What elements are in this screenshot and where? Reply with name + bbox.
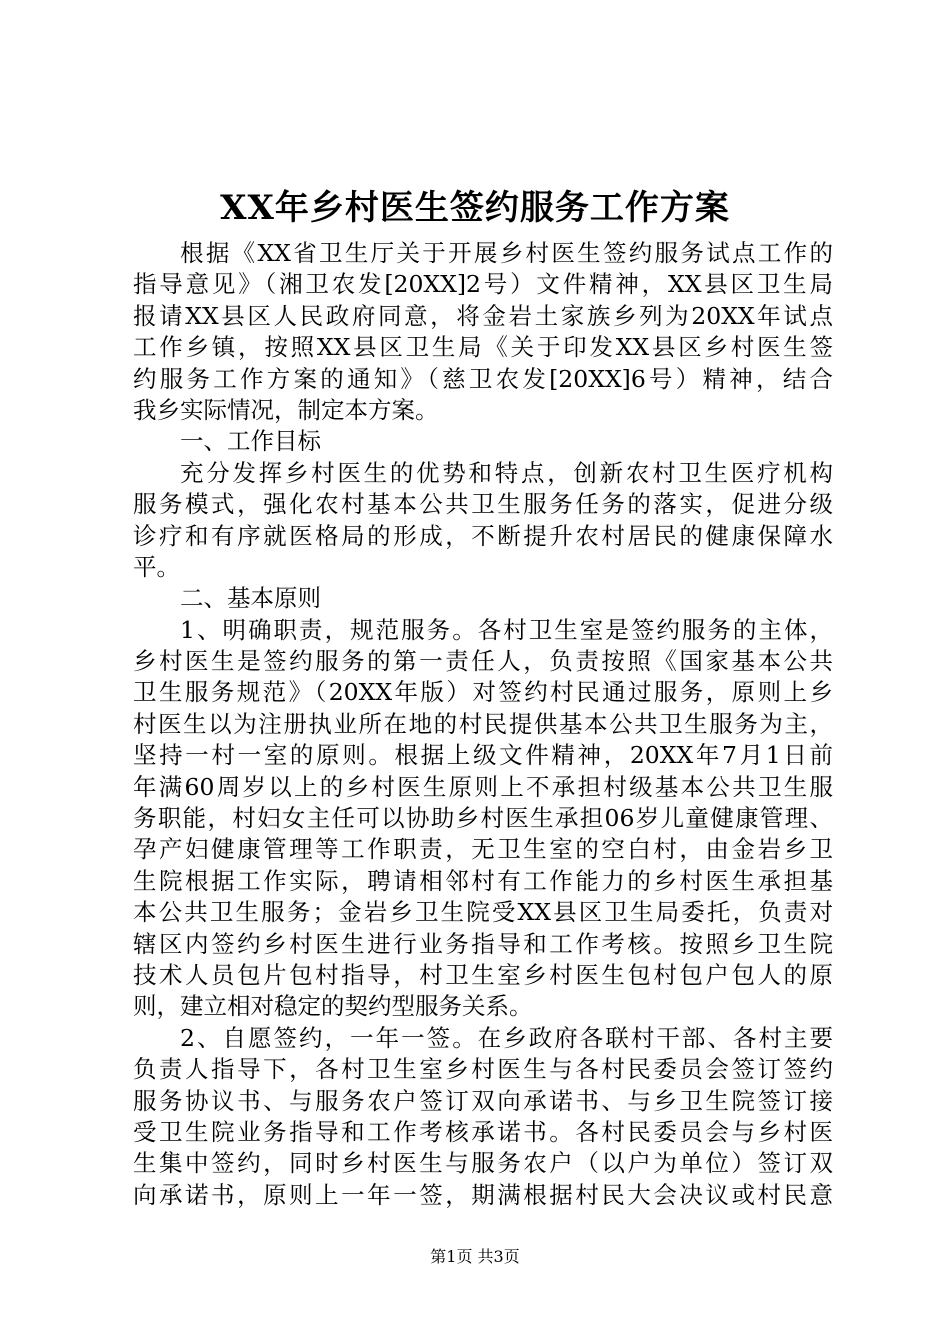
page-number-footer: 第1页 共3页 (430, 1247, 520, 1266)
body-line: 负责人指导下，各村卫生室乡村医生与各村民委员会签订签约 (133, 1055, 833, 1084)
body-line: 则，建立相对稳定的契约型服务关系。 (133, 992, 533, 1021)
body-line: 技术人员包片包村指导，村卫生室乡村医生包村包户包人的原 (133, 960, 833, 989)
body-line: 指导意见》（湘卫农发[20XX]2号）文件精神，XX县区卫生局 (133, 270, 833, 299)
body-line: 年满60周岁以上的乡村医生原则上不承担村级基本公共卫生服 (133, 772, 833, 801)
section-heading: 一、工作目标 (180, 427, 321, 456)
body-line: 平。 (133, 552, 180, 581)
body-line: 乡村医生是签约服务的第一责任人，负责按照《国家基本公共 (133, 647, 833, 676)
body-line: 服务模式，强化农村基本公共卫生服务任务的落实，促进分级 (133, 490, 833, 519)
body-line: 向承诺书，原则上一年一签，期满根据村民大会决议或村民意 (133, 1180, 833, 1209)
body-line: 本公共卫生服务；金岩乡卫生院受XX县区卫生局委托，负责对 (133, 898, 833, 927)
body-line: 充分发挥乡村医生的优势和特点，创新农村卫生医疗机构 (180, 458, 833, 487)
body-line: 村医生以为注册执业所在地的村民提供基本公共卫生服务为主， (133, 709, 833, 738)
document-title: XX年乡村医生签约服务工作方案 (220, 188, 730, 228)
body-line: 务职能，村妇女主任可以协助乡村医生承担06岁儿童健康管理、 (133, 804, 833, 833)
body-line: 2、自愿签约，一年一签。在乡政府各联村干部、各村主要 (180, 1023, 833, 1052)
body-line: 坚持一村一室的原则。根据上级文件精神，20XX年7月1日前 (133, 741, 833, 770)
body-line: 生集中签约，同时乡村医生与服务农户（以户为单位）签订双 (133, 1149, 833, 1178)
body-line: 根据《XX省卫生厅关于开展乡村医生签约服务试点工作的 (180, 239, 833, 267)
body-line: 工作乡镇，按照XX县区卫生局《关于印发XX县区乡村医生签 (133, 333, 833, 362)
body-line: 报请XX县区人民政府同意，将金岩土家族乡列为20XX年试点 (133, 301, 833, 330)
body-line: 1、明确职责，规范服务。各村卫生室是签约服务的主体， (180, 615, 833, 644)
body-line: 卫生服务规范》（20XX年版）对签约村民通过服务，原则上乡 (133, 678, 833, 707)
body-line: 约服务工作方案的通知》（慈卫农发[20XX]6号）精神，结合 (133, 364, 833, 393)
body-line: 我乡实际情况，制定本方案。 (133, 395, 439, 424)
body-line: 辖区内签约乡村医生进行业务指导和工作考核。按照乡卫生院 (133, 929, 833, 958)
body-line: 受卫生院业务指导和工作考核承诺书。各村民委员会与乡村医 (133, 1117, 833, 1146)
body-line: 诊疗和有序就医格局的形成，不断提升农村居民的健康保障水 (133, 521, 833, 550)
section-heading: 二、基本原则 (180, 584, 321, 613)
body-line: 生院根据工作实际，聘请相邻村有工作能力的乡村医生承担基 (133, 866, 833, 895)
body-line: 孕产妇健康管理等工作职责，无卫生室的空白村，由金岩乡卫 (133, 835, 833, 864)
body-line: 服务协议书、与服务农户签订双向承诺书、与乡卫生院签订接 (133, 1086, 833, 1115)
document-body (133, 238, 833, 1211)
